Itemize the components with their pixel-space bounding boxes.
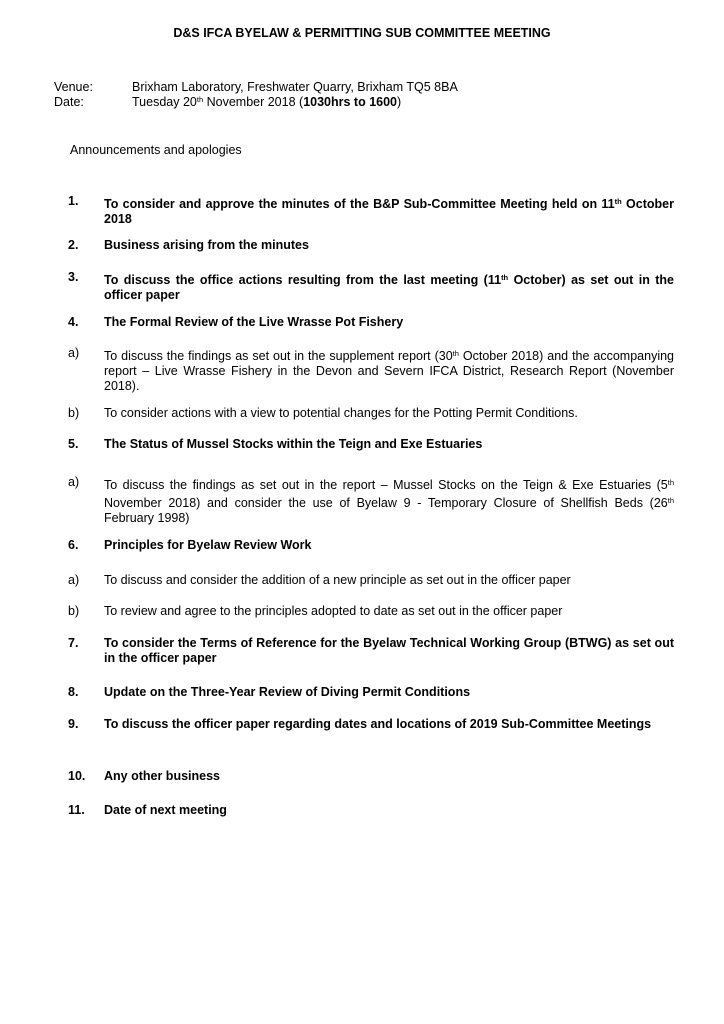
item-text: Any other business	[104, 769, 220, 783]
agenda-item-8	[68, 685, 674, 700]
date-row	[54, 95, 401, 109]
item-number: 10.	[68, 769, 86, 783]
item-letter: b)	[68, 604, 80, 618]
item-number: 1.	[68, 194, 79, 208]
item-letter: a)	[68, 346, 80, 360]
item-text: To consider the Terms of Reference for the Byelaw Technical Working Group (BTWG) as set out in the officer paper	[104, 636, 674, 665]
venue-label: Venue:	[54, 80, 93, 94]
item-text: To discuss the findings as set out in the report – Mussel Stocks on the Teign & Exe Estuaries (5th November 2018) and consider the use of Byelaw 9 - Temporary Closure of Shellfish Beds (26th February 1998)	[104, 478, 674, 525]
item-text: To review and agree to the principles adopted to date as set out in the officer paper	[104, 604, 563, 618]
agenda-item-11	[68, 803, 674, 818]
agenda-subitem-4a	[68, 346, 674, 394]
item-letter: b)	[68, 406, 80, 420]
agenda-item-2	[68, 238, 674, 253]
item-number: 8.	[68, 685, 79, 699]
venue-row	[54, 80, 458, 94]
agenda-item-6	[68, 538, 674, 553]
item-number: 6.	[68, 538, 79, 552]
item-text: The Formal Review of the Live Wrasse Pot Fishery	[104, 315, 404, 329]
agenda-item-1	[68, 194, 674, 227]
item-text: To discuss and consider the addition of a new principle as set out in the officer paper	[104, 573, 571, 587]
announcements-heading: Announcements and apologies	[70, 143, 242, 157]
item-text: To discuss the findings as set out in the supplement report (30th October 2018) and the accompanying report – Live Wrasse Fishery in the Devon and Severn IFCA District, Research Report (November 2018).	[104, 349, 675, 393]
agenda-subitem-6a	[68, 573, 674, 588]
item-number: 2.	[68, 238, 79, 252]
agenda-subitem-4b	[68, 406, 674, 421]
document-title: D&S IFCA BYELAW & PERMITTING SUB COMMITTEE MEETING	[173, 26, 551, 40]
agenda-item-3	[68, 270, 674, 303]
item-text: The Status of Mussel Stocks within the Teign and Exe Estuaries	[104, 437, 483, 451]
item-letter: a)	[68, 475, 80, 489]
agenda-item-7	[68, 636, 674, 666]
agenda-item-4	[68, 315, 674, 330]
item-text: Principles for Byelaw Review Work	[104, 538, 312, 552]
item-text: To discuss the officer paper regarding dates and locations of 2019 Sub-Committee Meetings	[104, 717, 652, 731]
agenda-subitem-5a	[68, 475, 674, 526]
item-number: 9.	[68, 717, 79, 731]
agenda-item-10	[68, 769, 674, 784]
venue-value: Brixham Laboratory, Freshwater Quarry, Brixham TQ5 8BA	[132, 80, 458, 94]
date-label: Date:	[54, 95, 84, 109]
item-text: To discuss the office actions resulting from the last meeting (11th October) as set out in the officer paper	[104, 273, 675, 302]
item-number: 7.	[68, 636, 79, 650]
item-number: 11.	[68, 803, 85, 817]
item-number: 5.	[68, 437, 79, 451]
item-text: To consider actions with a view to potential changes for the Potting Permit Conditions.	[104, 406, 578, 420]
item-letter: a)	[68, 573, 80, 587]
item-text: Update on the Three-Year Review of Diving Permit Conditions	[104, 685, 471, 699]
item-number: 3.	[68, 270, 79, 284]
agenda-item-9	[68, 717, 674, 732]
item-text: To consider and approve the minutes of the B&P Sub-Committee Meeting held on 11th October 2018	[104, 197, 674, 226]
item-number: 4.	[68, 315, 79, 329]
agenda-item-5	[68, 437, 674, 452]
item-text: Date of next meeting	[104, 803, 227, 817]
date-value: Tuesday 20th November 2018 (1030hrs to 1600)	[132, 95, 402, 109]
agenda-subitem-6b	[68, 604, 674, 619]
item-text: Business arising from the minutes	[104, 238, 309, 252]
